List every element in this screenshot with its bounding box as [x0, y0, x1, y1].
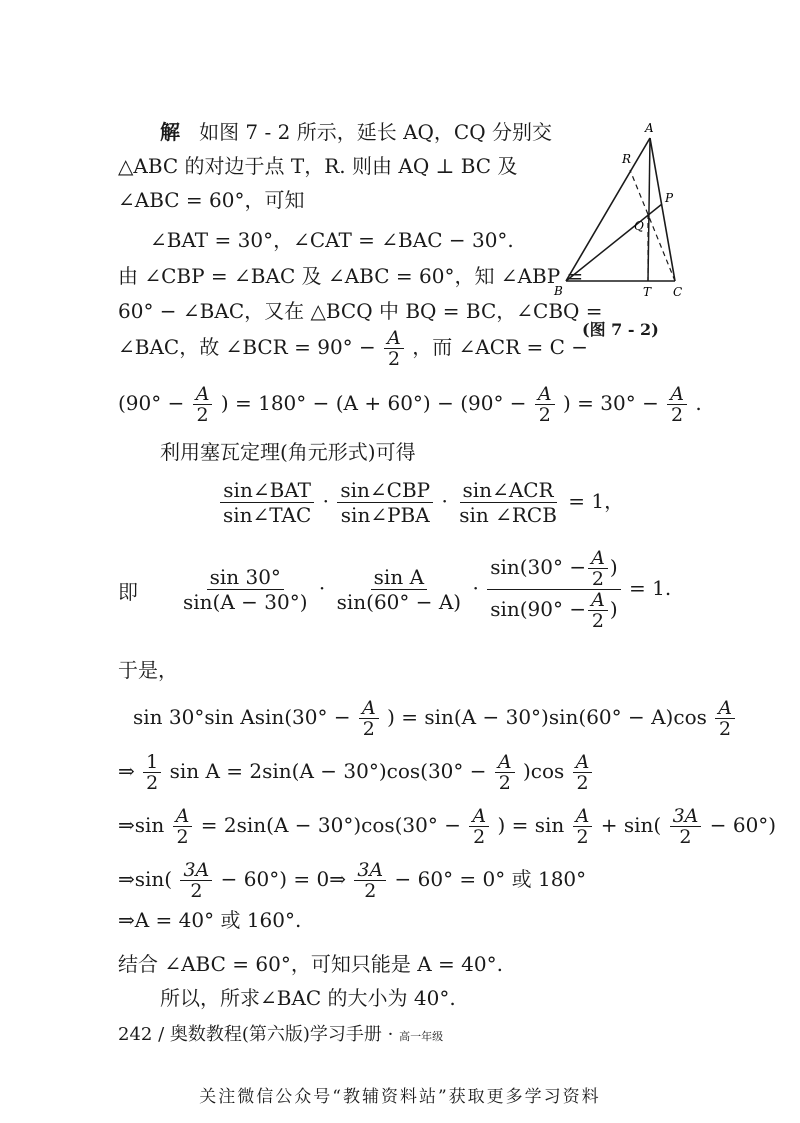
- step4-b: − 60°) = 0⇒: [220, 867, 346, 891]
- step4-a: ⇒sin(: [118, 867, 173, 891]
- step-1: [133, 698, 737, 739]
- numerator: A: [384, 328, 404, 349]
- ceva-fraction-3: [456, 478, 560, 527]
- denominator: 2: [576, 826, 589, 848]
- step1-a: sin 30°sin Asin(30° −: [133, 705, 351, 729]
- fraction-a-over-2: [715, 698, 735, 739]
- step2-a: ⇒: [118, 759, 135, 783]
- line7-post: ，而 ∠ACR = C −: [412, 335, 589, 359]
- yushi-label: 于是，: [118, 658, 178, 682]
- denominator: 2: [190, 880, 203, 902]
- denominator: 2: [146, 772, 159, 794]
- bottom-note: 关注微信公众号“教辅资料站”获取更多学习资料: [199, 1087, 601, 1107]
- numerator: A: [667, 384, 687, 405]
- fraction-a-over-2: [384, 328, 404, 369]
- denominator: 2: [719, 718, 732, 740]
- sub-fraction-1: [180, 565, 311, 614]
- angle-equations: ∠BAT = 30°，∠CAT = ∠BAC − 30°.: [150, 228, 514, 252]
- triangle-figure: [548, 118, 698, 308]
- numerator: 1: [143, 752, 161, 773]
- numerator: A: [588, 548, 608, 569]
- denominator: 2: [576, 772, 589, 794]
- page-number: 242 /: [118, 1024, 165, 1045]
- ceva-rhs: = 1，: [568, 489, 625, 513]
- step-4: [118, 860, 586, 901]
- step-5: ⇒A = 40° 或 160°.: [118, 908, 302, 932]
- numerator: sin A: [371, 565, 427, 590]
- solution-line-6: 60° − ∠BAC，又在 △BCQ 中 BQ = BC，∠CBQ =: [118, 299, 603, 323]
- book-title: 奥数教程(第六版)学习手册 ·: [169, 1024, 394, 1045]
- label-a: A: [645, 121, 654, 135]
- numerator: A: [469, 806, 489, 827]
- step-2: [118, 752, 594, 793]
- fraction-a-over-2: [495, 752, 515, 793]
- denominator: sin(60° − A): [336, 590, 462, 614]
- label-t: T: [643, 285, 652, 299]
- numerator: sin 30°: [207, 565, 284, 590]
- fraction-one-half: [143, 752, 161, 793]
- numerator: A: [359, 698, 379, 719]
- denominator: [487, 590, 620, 631]
- ceva-fraction-1: [220, 478, 314, 527]
- step-3: [118, 806, 776, 847]
- denominator: 2: [679, 826, 692, 848]
- numerator: sin∠ACR: [460, 478, 557, 503]
- line8-b: ) = 180° − (A + 60°) − (90° −: [220, 391, 527, 415]
- fraction-a-over-2: [535, 384, 555, 425]
- conclusion-2: 所以，所求∠BAC 的大小为 40°.: [160, 986, 456, 1010]
- solution-label: 解: [160, 120, 180, 144]
- label-q: Q: [634, 219, 644, 233]
- denominator: sin∠TAC: [223, 503, 312, 527]
- numerator: A: [573, 806, 593, 827]
- figure-caption: (图 7 - 2): [582, 320, 659, 339]
- numerator: A: [573, 752, 593, 773]
- solution-line-2: △ABC 的对边于点 T，R. 则由 AQ ⊥ BC 及: [118, 154, 518, 178]
- sub-fraction-3: [487, 548, 620, 631]
- numerator: 3A: [180, 860, 212, 881]
- side-ac: [650, 138, 675, 281]
- fraction-a-over-2: [588, 590, 608, 631]
- fraction-a-over-2: [173, 806, 193, 847]
- numerator: sin∠BAT: [220, 478, 314, 503]
- solution-text-1: 如图 7 - 2 所示，延长 AQ，CQ 分别交: [199, 120, 552, 144]
- grade-label: 高一年级: [399, 1030, 444, 1043]
- step3-a: ⇒sin: [118, 813, 165, 837]
- step3-e: − 60°): [709, 813, 777, 837]
- dot: ·: [472, 576, 479, 600]
- dot: ·: [441, 489, 448, 513]
- fraction-a-over-2: [573, 752, 593, 793]
- denominator: 2: [591, 610, 605, 632]
- side-ab: [566, 138, 650, 281]
- fraction-a-over-2: [588, 548, 608, 589]
- substituted-equation: [178, 548, 671, 631]
- denominator: 2: [196, 404, 209, 426]
- conclusion-1: 结合 ∠ABC = 60°，可知只能是 A = 40°.: [118, 952, 503, 976]
- d3-pre: sin(90° −: [490, 597, 587, 621]
- numerator: A: [535, 384, 555, 405]
- solution-line-7: [118, 328, 588, 369]
- denominator: 2: [362, 718, 375, 740]
- page-footer: [118, 1020, 443, 1046]
- line7-pre: ∠BAC，故 ∠BCR = 90° −: [118, 335, 376, 359]
- solution-line-1: [160, 118, 552, 146]
- step1-b: ) = sin(A − 30°)sin(60° − A)cos: [387, 705, 707, 729]
- numerator: A: [495, 752, 515, 773]
- numerator: A: [193, 384, 213, 405]
- numerator: [487, 548, 620, 590]
- fraction-3a-over-2: [354, 860, 386, 901]
- numerator: A: [588, 590, 608, 611]
- step3-d: + sin(: [600, 813, 662, 837]
- fraction-a-over-2: [359, 698, 379, 739]
- label-r: R: [622, 152, 632, 166]
- fraction-3a-over-2: [670, 806, 702, 847]
- line8-a: (90° −: [118, 391, 185, 415]
- step3-b: = 2sin(A − 30°)cos(30° −: [200, 813, 461, 837]
- label-b: B: [554, 284, 563, 298]
- fraction-a-over-2: [193, 384, 213, 425]
- denominator: 2: [498, 772, 511, 794]
- dot: ·: [318, 576, 326, 600]
- denominator: sin∠PBA: [340, 503, 430, 527]
- d3-post: ): [609, 597, 618, 621]
- label-p: P: [665, 191, 674, 205]
- ji-label: 即: [118, 580, 138, 604]
- n3-post: ): [609, 555, 618, 579]
- denominator: 2: [364, 880, 377, 902]
- denominator: sin ∠RCB: [459, 503, 557, 527]
- numerator: A: [173, 806, 193, 827]
- line8-c: ) = 30° −: [563, 391, 659, 415]
- sub-rhs: = 1.: [629, 576, 672, 600]
- n3-pre: sin(30° −: [490, 555, 587, 579]
- fraction-a-over-2: [667, 384, 687, 425]
- denominator: 2: [387, 348, 401, 370]
- denominator: 2: [591, 568, 605, 590]
- numerator: sin∠CBP: [337, 478, 433, 503]
- label-c: C: [673, 285, 683, 299]
- dot: ·: [322, 489, 330, 513]
- step2-b: sin A = 2sin(A − 30°)cos(30° −: [169, 759, 487, 783]
- numerator: 3A: [670, 806, 702, 827]
- solution-line-8: [118, 384, 702, 425]
- step3-c: ) = sin: [497, 813, 565, 837]
- line8-end: .: [695, 391, 702, 415]
- fraction-3a-over-2: [180, 860, 212, 901]
- denominator: 2: [671, 404, 684, 426]
- denominator: 2: [176, 826, 189, 848]
- ceva-intro: 利用塞瓦定理(角元形式)可得: [160, 440, 416, 464]
- denominator: sin(A − 30°): [183, 590, 308, 614]
- numerator: 3A: [354, 860, 386, 881]
- step4-c: − 60° = 0° 或 180°: [394, 867, 587, 891]
- solution-line-5: 由 ∠CBP = ∠BAC 及 ∠ABC = 60°，知 ∠ABP =: [118, 264, 584, 288]
- ceva-equation: [218, 478, 624, 527]
- sub-fraction-2: [334, 565, 465, 614]
- solution-line-3: ∠ABC = 60°，可知: [118, 188, 305, 212]
- fraction-a-over-2: [573, 806, 593, 847]
- numerator: A: [715, 698, 735, 719]
- denominator: 2: [473, 826, 486, 848]
- denominator: 2: [538, 404, 551, 426]
- fraction-a-over-2: [469, 806, 489, 847]
- step2-c: )cos: [522, 759, 565, 783]
- ceva-fraction-2: [337, 478, 433, 527]
